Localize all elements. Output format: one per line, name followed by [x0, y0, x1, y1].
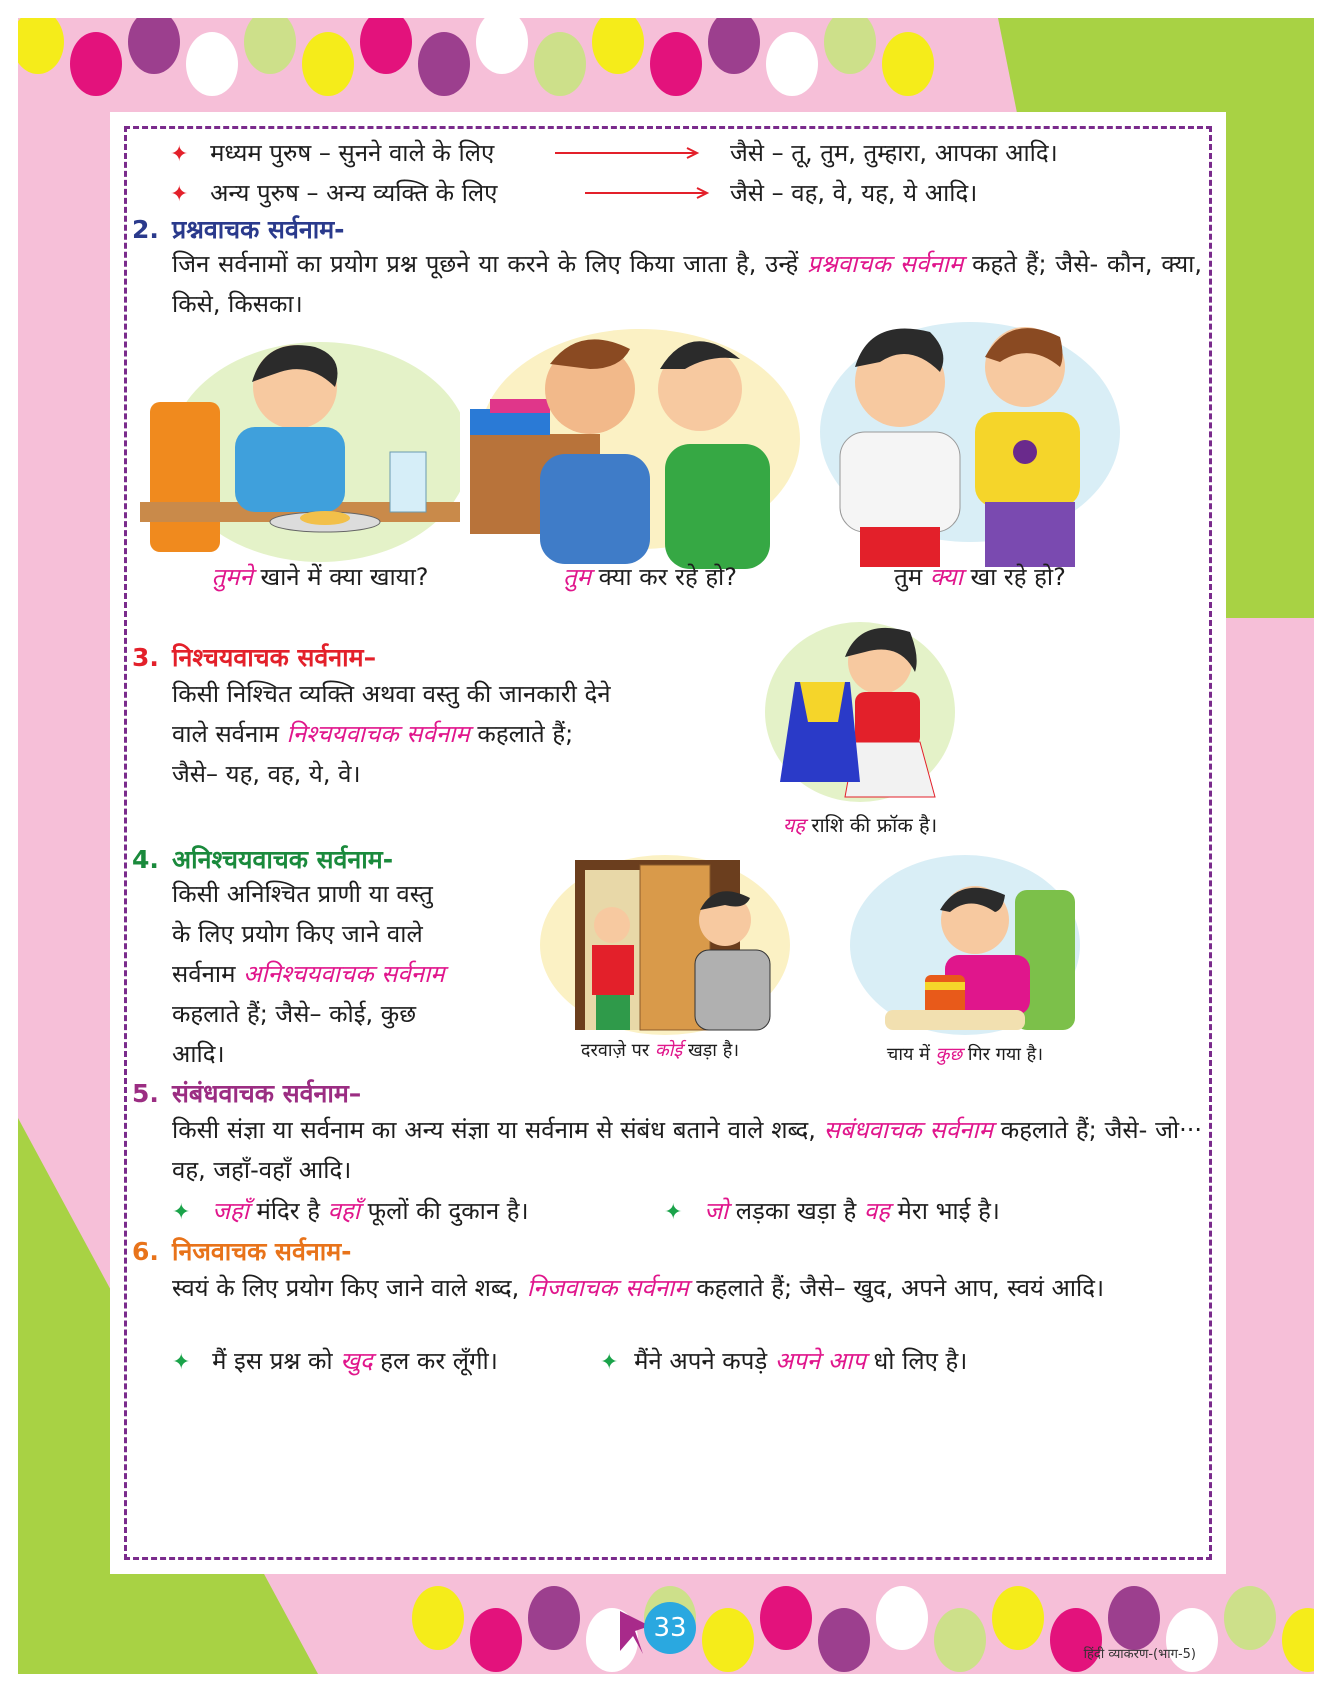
polka-dot — [1282, 1608, 1314, 1672]
polka-dot — [534, 32, 586, 96]
section-6-example-2: ✦ मैंने अपने कपड़े अपने आप धो लिए है। — [600, 1347, 968, 1375]
boys-talking-illustration — [810, 312, 1130, 572]
section-2-heading: 2. प्रश्नवाचक सर्वनाम- — [132, 215, 345, 244]
bullet-icon: ✦ — [172, 1350, 191, 1375]
polka-dot — [360, 18, 412, 74]
section-5-paragraph: किसी संज्ञा या सर्वनाम का अन्य संज्ञा या सर्वनाम से संबंध बताने वाले शब्द, सबंधवाचक सर्वनाम कहलाते हैं; जैसे- जो··· वह, जहाँ-वहाँ आदि। — [172, 1116, 1202, 1184]
caption-3: तुम क्या खा रहे हो? — [894, 563, 1066, 591]
girl-with-frock-illustration — [760, 612, 960, 812]
polka-dot — [1050, 1608, 1102, 1672]
polka-dot — [708, 18, 760, 74]
polka-dot — [128, 18, 180, 74]
polka-dot — [1166, 1608, 1218, 1672]
boy-with-tea-illustration — [845, 850, 1085, 1040]
polka-dot — [1224, 1586, 1276, 1650]
section-6-paragraph: स्वयं के लिए प्रयोग किए जाने वाले शब्द, निजवाचक सर्वनाम कहलाते हैं; जैसे– खुद, अपने आप, स्वयं आदि। — [172, 1274, 1105, 1302]
intro-row-1 — [170, 134, 494, 174]
polka-dot — [1108, 1586, 1160, 1650]
caption-2: तुम क्या कर रहे हो? — [562, 563, 738, 591]
polka-dot — [876, 1586, 928, 1650]
polka-dot — [412, 1586, 464, 1650]
polka-dot — [592, 18, 644, 74]
intro-row-example: जैसे – वह, वे, यह, ये आदि। — [730, 179, 978, 207]
polka-dot — [302, 32, 354, 96]
section-3-paragraph: किसी निश्चित व्यक्ति अथवा वस्तु की जानकारी देने वाले सर्वनाम निश्चयवाचक सर्वनाम कहलाते हैं; जैसे– यह, वह, ये, वे। — [172, 680, 611, 788]
page-number: 33 — [644, 1602, 696, 1654]
section-5-example-1: ✦ जहाँ मंदिर है वहाँ फूलों की दुकान है। — [172, 1197, 529, 1225]
polka-dot — [70, 32, 122, 96]
bullet-icon: ✦ — [600, 1350, 619, 1375]
polka-dot — [760, 1586, 812, 1650]
polka-dot — [186, 32, 238, 96]
boys-at-shelf-illustration — [470, 324, 800, 569]
polka-dot — [476, 18, 528, 74]
polka-dot — [418, 32, 470, 96]
content-panel — [110, 112, 1226, 1662]
polka-dot — [766, 32, 818, 96]
polka-dot — [992, 1586, 1044, 1650]
section-6-example-1: ✦ मैं इस प्रश्न को खुद हल कर लूँगी। — [172, 1347, 498, 1375]
section-4-heading: 4. अनिश्चयवाचक सर्वनाम- — [132, 845, 394, 874]
section-5-example-2: ✦ जो लड़का खड़ा है वह मेरा भाई है। — [664, 1197, 1000, 1225]
arrow-icon — [585, 186, 715, 200]
boy-eating-illustration — [140, 332, 460, 567]
polka-dot — [702, 1608, 754, 1672]
polka-dot — [934, 1608, 986, 1672]
section-5-heading: 5. संबंधवाचक सर्वनाम– — [132, 1079, 362, 1108]
footer-book-title: हिंदी व्याकरण-(भाग-5) — [1083, 1647, 1196, 1662]
caption-frock: यह राशि की फ्रॉक है। — [782, 813, 938, 837]
arrow-icon — [555, 146, 705, 160]
polka-dot — [528, 1586, 580, 1650]
polka-dot — [650, 32, 702, 96]
bullet-icon: ✦ — [664, 1200, 683, 1225]
caption-tea: चाय में कुछ गिर गया है। — [886, 1044, 1044, 1065]
bullet-icon: ✦ — [170, 182, 189, 207]
intro-row-label: अन्य पुरुष – अन्य व्यक्ति के लिए — [210, 179, 498, 207]
polka-dot — [18, 18, 64, 74]
section-3-heading: 3. निश्चयवाचक सर्वनाम– — [132, 643, 377, 672]
caption-1: तुमने खाने में क्या खाया? — [211, 563, 429, 591]
door-boys-illustration — [530, 850, 790, 1035]
polka-dot — [824, 18, 876, 74]
polka-dot — [470, 1608, 522, 1672]
polka-dot — [818, 1608, 870, 1672]
polka-dot — [244, 18, 296, 74]
bullet-icon: ✦ — [170, 142, 189, 167]
intro-row-2 — [170, 174, 497, 214]
bullet-icon: ✦ — [172, 1200, 191, 1225]
section-2-paragraph: जिन सर्वनामों का प्रयोग प्रश्न पूछने या करने के लिए किया जाता है, उन्हें प्रश्नवाचक सर्वनाम कहते हैं; जैसे- कौन, क्या, किसे, किसका। — [172, 250, 1202, 318]
section-4-paragraph: किसी अनिश्चित प्राणी या वस्तु के लिए प्रयोग किए जाने वाले सर्वनाम अनिश्चयवाचक सर्वनाम कहलाते हैं; जैसे– कोई, कुछ आदि। — [172, 880, 445, 1068]
caption-door: दरवाज़े पर कोई खड़ा है। — [580, 1040, 740, 1061]
section-6-heading: 6. निजवाचक सर्वनाम- — [132, 1237, 352, 1266]
intro-row-example: जैसे – तू, तुम, तुम्हारा, आपका आदि। — [730, 139, 1058, 167]
intro-row-label: मध्यम पुरुष – सुनने वाले के लिए — [210, 139, 495, 167]
polka-dot — [882, 32, 934, 96]
